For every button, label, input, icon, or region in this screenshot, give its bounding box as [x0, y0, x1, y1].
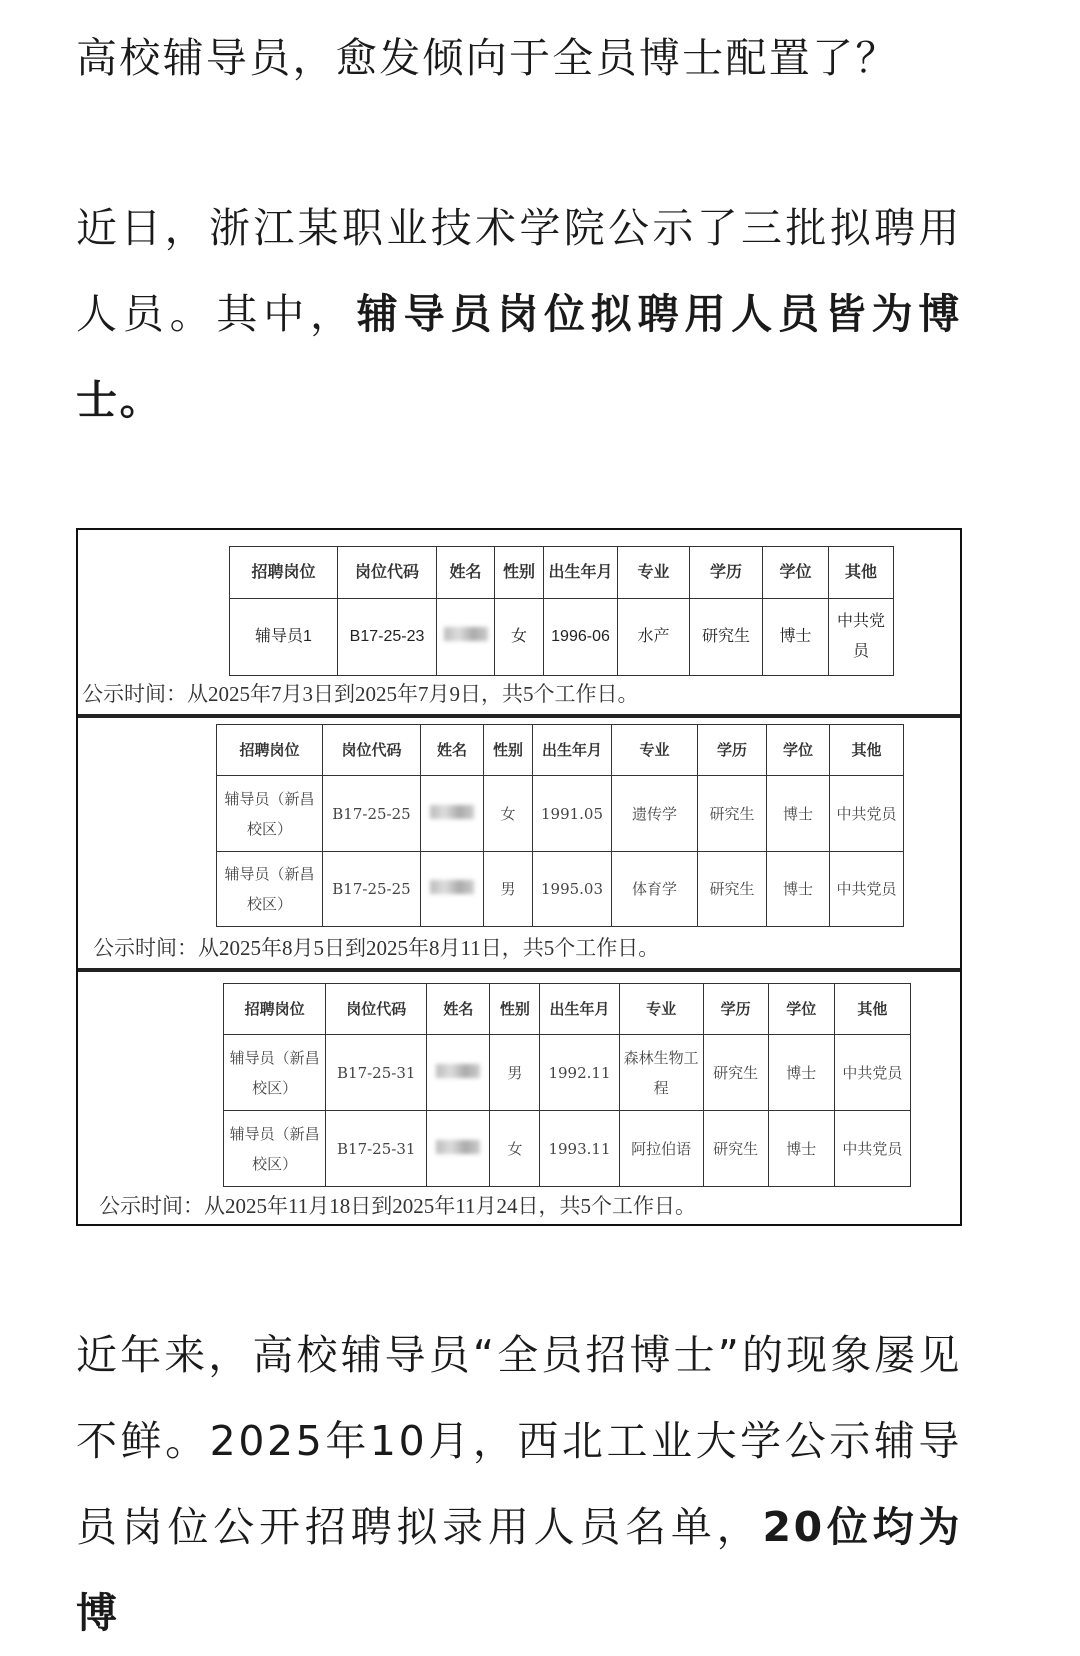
redacted-name	[436, 1140, 480, 1154]
other-cell: 中共党员	[834, 1111, 910, 1187]
column-header: 学历	[690, 547, 763, 599]
position-cell: 辅导员（新昌校区）	[224, 1035, 326, 1111]
gender-cell: 女	[495, 599, 544, 676]
column-header: 学位	[767, 725, 830, 776]
column-header: 性别	[495, 547, 544, 599]
position-cell: 辅导员（新昌校区）	[217, 776, 323, 852]
major-cell: 水产	[618, 599, 690, 676]
table-header-row	[217, 725, 904, 776]
other-cell: 中共党员	[830, 776, 904, 852]
redacted-name	[430, 805, 474, 819]
gender-cell: 男	[484, 852, 533, 927]
column-header: 其他	[830, 725, 904, 776]
redacted-name	[430, 880, 474, 894]
table-header-row	[224, 984, 911, 1035]
recruitment-announcement-image	[76, 528, 962, 1226]
degree-cell: 博士	[767, 776, 830, 852]
announcement-period-1: 公示时间：从2025年7月3日到2025年7月9日，共5个工作日。	[82, 682, 639, 706]
code-cell: B17-25-25	[323, 852, 421, 927]
column-header: 出生年月	[544, 547, 618, 599]
table-header-row	[230, 547, 894, 599]
column-header: 学位	[763, 547, 829, 599]
birth-cell: 1992.11	[540, 1035, 619, 1111]
position-cell: 辅导员（新昌校区）	[217, 852, 323, 927]
announcement-table-2	[216, 724, 904, 927]
paragraph-trend	[76, 1312, 962, 1656]
table-row	[230, 599, 894, 676]
column-header: 性别	[484, 725, 533, 776]
name-cell-redacted	[421, 776, 484, 852]
table-row	[217, 776, 904, 852]
birth-cell: 1995.03	[533, 852, 612, 927]
gender-cell: 女	[490, 1111, 540, 1187]
other-cell: 中共党员	[830, 852, 904, 927]
column-header: 专业	[612, 725, 698, 776]
paragraph-intro	[76, 185, 962, 443]
intro-text: 近日，浙江某职业技术学院公示了三批拟聘用人员。其中，	[76, 204, 962, 338]
birth-cell: 1991.05	[533, 776, 612, 852]
major-cell: 森林生物工程	[619, 1035, 703, 1111]
code-cell: B17-25-31	[326, 1111, 427, 1187]
column-header: 岗位代码	[338, 547, 437, 599]
degree-cell: 博士	[767, 852, 830, 927]
name-cell-redacted	[427, 1111, 490, 1187]
education-cell: 研究生	[690, 599, 763, 676]
column-header: 姓名	[437, 547, 495, 599]
divider	[78, 968, 960, 972]
major-cell: 阿拉伯语	[619, 1111, 703, 1187]
column-header: 姓名	[427, 984, 490, 1035]
degree-cell: 博士	[763, 599, 829, 676]
column-header: 招聘岗位	[217, 725, 323, 776]
name-cell-redacted	[421, 852, 484, 927]
table-row	[217, 852, 904, 927]
birth-cell: 1996-06	[544, 599, 618, 676]
column-header: 其他	[829, 547, 894, 599]
major-cell: 遗传学	[612, 776, 698, 852]
trend-bold-text: 20位均为博	[76, 1503, 962, 1637]
table-row	[224, 1035, 911, 1111]
column-header: 岗位代码	[326, 984, 427, 1035]
name-cell-redacted	[437, 599, 495, 676]
code-cell: B17-25-23	[338, 599, 437, 676]
education-cell: 研究生	[698, 776, 767, 852]
announcement-table-1	[229, 546, 894, 676]
divider	[78, 714, 960, 718]
column-header: 专业	[618, 547, 690, 599]
trend-text: 近年来，高校辅导员“全员招博士”的现象屡见不鲜。2025年10月，西北工业大学公示辅导员岗位公开招聘拟录用人员名单，	[76, 1331, 962, 1551]
name-cell-redacted	[427, 1035, 490, 1111]
other-cell: 中共党员	[834, 1035, 910, 1111]
position-cell: 辅导员（新昌校区）	[224, 1111, 326, 1187]
announcement-period-2: 公示时间：从2025年8月5日到2025年8月11日，共5个工作日。	[93, 936, 660, 960]
column-header: 其他	[834, 984, 910, 1035]
redacted-name	[444, 627, 488, 641]
gender-cell: 女	[484, 776, 533, 852]
education-cell: 研究生	[703, 1035, 768, 1111]
degree-cell: 博士	[768, 1111, 834, 1187]
column-header: 性别	[490, 984, 540, 1035]
column-header: 出生年月	[533, 725, 612, 776]
birth-cell: 1993.11	[540, 1111, 619, 1187]
code-cell: B17-25-25	[323, 776, 421, 852]
education-cell: 研究生	[698, 852, 767, 927]
major-cell: 体育学	[612, 852, 698, 927]
column-header: 学历	[698, 725, 767, 776]
column-header: 出生年月	[540, 984, 619, 1035]
education-cell: 研究生	[703, 1111, 768, 1187]
table-row	[224, 1111, 911, 1187]
column-header: 岗位代码	[323, 725, 421, 776]
column-header: 专业	[619, 984, 703, 1035]
redacted-name	[436, 1064, 480, 1078]
column-header: 姓名	[421, 725, 484, 776]
column-header: 学位	[768, 984, 834, 1035]
degree-cell: 博士	[768, 1035, 834, 1111]
announcement-table-3	[223, 983, 911, 1187]
other-cell: 中共党员	[829, 599, 894, 676]
article-title: 高校辅导员，愈发倾向于全员博士配置了？	[76, 34, 899, 82]
column-header: 学历	[703, 984, 768, 1035]
gender-cell: 男	[490, 1035, 540, 1111]
position-cell: 辅导员1	[230, 599, 338, 676]
intro-bold-text: 辅导员岗位拟聘用人员皆为博士。	[76, 290, 962, 424]
announcement-period-3: 公示时间：从2025年11月18日到2025年11月24日，共5个工作日。	[99, 1194, 696, 1218]
column-header: 招聘岗位	[230, 547, 338, 599]
column-header: 招聘岗位	[224, 984, 326, 1035]
code-cell: B17-25-31	[326, 1035, 427, 1111]
